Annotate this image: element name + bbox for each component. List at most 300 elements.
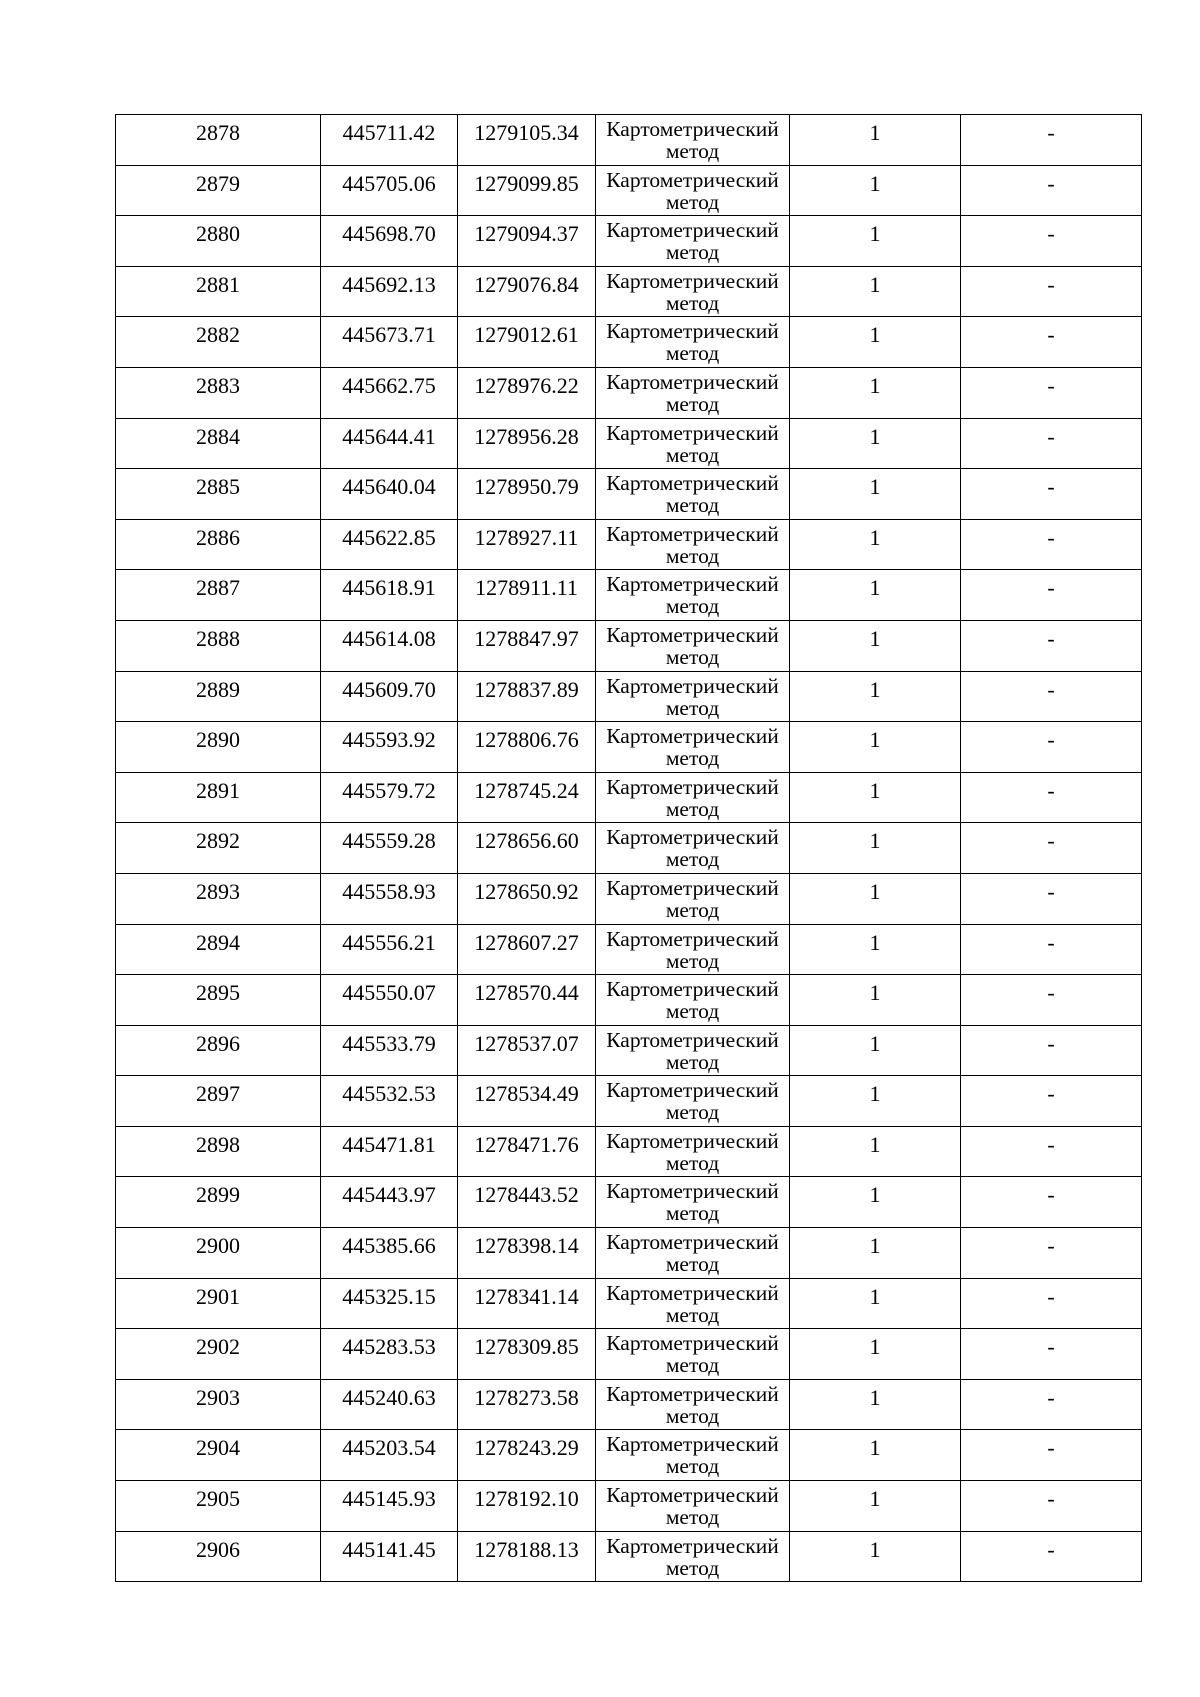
point-number-cell	[116, 1228, 321, 1279]
method-cell-text: Картометрический метод	[606, 622, 779, 669]
x-coordinate-cell-text: 445532.53	[342, 1081, 436, 1107]
table-row	[116, 216, 1142, 267]
y-coordinate-cell	[458, 823, 596, 874]
table-row	[116, 115, 1142, 166]
method-cell-text: Картометрический метод	[606, 369, 779, 416]
point-number-cell-text: 2904	[196, 1435, 240, 1461]
point-number-cell	[116, 671, 321, 722]
point-number-cell-text: 2894	[196, 929, 240, 955]
y-coordinate-cell	[458, 1076, 596, 1127]
x-coordinate-cell-text: 445609.70	[342, 676, 436, 702]
point-number-cell	[116, 519, 321, 570]
accuracy-cell	[790, 115, 961, 166]
x-coordinate-cell	[321, 1228, 458, 1279]
method-cell-text: Картометрический метод	[606, 572, 779, 619]
method-cell-text: Картометрический метод	[606, 471, 779, 518]
table-row	[116, 975, 1142, 1026]
method-cell-text: Картометрический метод	[606, 218, 779, 265]
method-cell-text: Картометрический метод	[606, 825, 779, 872]
x-coordinate-cell	[321, 1379, 458, 1430]
x-coordinate-cell-text: 445593.92	[342, 727, 436, 753]
note-cell	[961, 1278, 1142, 1329]
y-coordinate-cell	[458, 115, 596, 166]
table-row	[116, 570, 1142, 621]
method-cell	[596, 216, 790, 267]
table-row	[116, 418, 1142, 469]
accuracy-cell-text: 1	[869, 1435, 881, 1461]
note-cell	[961, 418, 1142, 469]
point-number-cell	[116, 1126, 321, 1177]
x-coordinate-cell	[321, 924, 458, 975]
method-cell	[596, 975, 790, 1026]
note-cell	[961, 216, 1142, 267]
method-cell-text: Картометрический метод	[606, 117, 779, 163]
accuracy-cell-text: 1	[869, 170, 881, 196]
x-coordinate-cell-text: 445443.97	[342, 1182, 436, 1208]
point-number-cell	[116, 1379, 321, 1430]
x-coordinate-cell-text: 445533.79	[342, 1030, 436, 1056]
method-cell	[596, 519, 790, 570]
y-coordinate-cell	[458, 1177, 596, 1228]
accuracy-cell-text: 1	[869, 980, 881, 1006]
x-coordinate-cell-text: 445614.08	[342, 625, 436, 651]
method-cell	[596, 469, 790, 520]
y-coordinate-cell	[458, 873, 596, 924]
y-coordinate-cell	[458, 165, 596, 216]
point-number-cell	[116, 620, 321, 671]
table-row	[116, 1126, 1142, 1177]
note-cell	[961, 1126, 1142, 1177]
note-cell-text: -	[1047, 120, 1055, 145]
point-number-cell	[116, 924, 321, 975]
x-coordinate-cell-text: 445673.71	[342, 322, 436, 348]
accuracy-cell-text: 1	[869, 1536, 881, 1562]
accuracy-cell-text: 1	[869, 777, 881, 803]
table-row	[116, 873, 1142, 924]
table-row	[116, 620, 1142, 671]
table-row	[116, 1278, 1142, 1329]
coordinates-table-body	[116, 115, 1142, 1582]
method-cell	[596, 1177, 790, 1228]
note-cell-text: -	[1047, 372, 1055, 398]
point-number-cell-text: 2896	[196, 1030, 240, 1056]
y-coordinate-cell-text: 1278656.60	[474, 828, 579, 854]
x-coordinate-cell	[321, 418, 458, 469]
point-number-cell-text: 2887	[196, 575, 240, 601]
note-cell-text: -	[1047, 1486, 1055, 1512]
y-coordinate-cell-text: 1278309.85	[474, 1334, 579, 1360]
note-cell-text: -	[1047, 1384, 1055, 1410]
y-coordinate-cell-text: 1279076.84	[474, 271, 579, 297]
accuracy-cell	[790, 1329, 961, 1380]
x-coordinate-cell	[321, 165, 458, 216]
point-number-cell-text: 2885	[196, 474, 240, 500]
method-cell-text: Картометрический метод	[606, 774, 779, 821]
accuracy-cell	[790, 924, 961, 975]
table-row	[116, 772, 1142, 823]
note-cell-text: -	[1047, 828, 1055, 854]
accuracy-cell	[790, 873, 961, 924]
point-number-cell	[116, 1329, 321, 1380]
point-number-cell	[116, 1025, 321, 1076]
note-cell	[961, 1025, 1142, 1076]
x-coordinate-cell-text: 445705.06	[342, 170, 436, 196]
method-cell	[596, 772, 790, 823]
point-number-cell-text: 2900	[196, 1233, 240, 1259]
point-number-cell	[116, 873, 321, 924]
x-coordinate-cell-text: 445145.93	[342, 1486, 436, 1512]
accuracy-cell	[790, 671, 961, 722]
accuracy-cell	[790, 165, 961, 216]
y-coordinate-cell-text: 1278570.44	[474, 980, 579, 1006]
x-coordinate-cell-text: 445558.93	[342, 878, 436, 904]
y-coordinate-cell-text: 1278443.52	[474, 1182, 579, 1208]
method-cell-text: Картометрический метод	[606, 420, 779, 467]
y-coordinate-cell-text: 1278927.11	[474, 524, 579, 550]
accuracy-cell-text: 1	[869, 625, 881, 651]
y-coordinate-cell-text: 1278243.29	[474, 1435, 579, 1461]
x-coordinate-cell	[321, 469, 458, 520]
table-row	[116, 1025, 1142, 1076]
accuracy-cell-text: 1	[869, 221, 881, 247]
x-coordinate-cell-text: 445640.04	[342, 474, 436, 500]
y-coordinate-cell	[458, 367, 596, 418]
note-cell-text: -	[1047, 423, 1055, 449]
note-cell-text: -	[1047, 980, 1055, 1006]
point-number-cell-text: 2901	[196, 1283, 240, 1309]
x-coordinate-cell-text: 445283.53	[342, 1334, 436, 1360]
y-coordinate-cell	[458, 772, 596, 823]
note-cell	[961, 975, 1142, 1026]
accuracy-cell-text: 1	[869, 271, 881, 297]
point-number-cell-text: 2890	[196, 727, 240, 753]
point-number-cell-text: 2895	[196, 980, 240, 1006]
x-coordinate-cell	[321, 216, 458, 267]
note-cell-text: -	[1047, 878, 1055, 904]
x-coordinate-cell	[321, 1430, 458, 1481]
x-coordinate-cell	[321, 873, 458, 924]
y-coordinate-cell-text: 1278398.14	[474, 1233, 579, 1259]
method-cell	[596, 1025, 790, 1076]
method-cell-text: Картометрический метод	[606, 977, 779, 1024]
point-number-cell-text: 2897	[196, 1081, 240, 1107]
method-cell	[596, 115, 790, 166]
table-row	[116, 266, 1142, 317]
y-coordinate-cell	[458, 1278, 596, 1329]
y-coordinate-cell	[458, 1329, 596, 1380]
y-coordinate-cell-text: 1279094.37	[474, 221, 579, 247]
x-coordinate-cell	[321, 1025, 458, 1076]
x-coordinate-cell-text: 445622.85	[342, 524, 436, 550]
accuracy-cell-text: 1	[869, 878, 881, 904]
x-coordinate-cell	[321, 823, 458, 874]
method-cell	[596, 873, 790, 924]
point-number-cell	[116, 1177, 321, 1228]
note-cell	[961, 469, 1142, 520]
note-cell	[961, 1430, 1142, 1481]
y-coordinate-cell	[458, 1228, 596, 1279]
y-coordinate-cell	[458, 216, 596, 267]
accuracy-cell-text: 1	[869, 828, 881, 854]
note-cell	[961, 722, 1142, 773]
table-row	[116, 519, 1142, 570]
note-cell	[961, 1177, 1142, 1228]
method-cell	[596, 1278, 790, 1329]
y-coordinate-cell-text: 1278976.22	[474, 372, 579, 398]
method-cell-text: Картометрический метод	[606, 1483, 779, 1530]
accuracy-cell-text: 1	[869, 372, 881, 398]
note-cell-text: -	[1047, 727, 1055, 753]
y-coordinate-cell-text: 1278607.27	[474, 929, 579, 955]
method-cell	[596, 367, 790, 418]
method-cell	[596, 570, 790, 621]
point-number-cell-text: 2883	[196, 372, 240, 398]
table-row	[116, 1481, 1142, 1532]
table-row	[116, 671, 1142, 722]
note-cell	[961, 165, 1142, 216]
y-coordinate-cell	[458, 1025, 596, 1076]
y-coordinate-cell	[458, 266, 596, 317]
method-cell	[596, 317, 790, 368]
accuracy-cell	[790, 418, 961, 469]
table-row	[116, 1430, 1142, 1481]
point-number-cell-text: 2893	[196, 878, 240, 904]
note-cell	[961, 823, 1142, 874]
y-coordinate-cell-text: 1278847.97	[474, 625, 579, 651]
method-cell-text: Картометрический метод	[606, 1533, 779, 1580]
note-cell	[961, 924, 1142, 975]
x-coordinate-cell	[321, 1481, 458, 1532]
y-coordinate-cell-text: 1278911.11	[475, 575, 578, 601]
x-coordinate-cell	[321, 367, 458, 418]
point-number-cell-text: 2882	[196, 322, 240, 348]
x-coordinate-cell-text: 445692.13	[342, 271, 436, 297]
table-row	[116, 469, 1142, 520]
accuracy-cell-text: 1	[869, 1233, 881, 1259]
y-coordinate-cell-text: 1278341.14	[474, 1283, 579, 1309]
y-coordinate-cell-text: 1278471.76	[474, 1131, 579, 1157]
table-row	[116, 1379, 1142, 1430]
x-coordinate-cell	[321, 620, 458, 671]
accuracy-cell	[790, 975, 961, 1026]
x-coordinate-cell	[321, 115, 458, 166]
x-coordinate-cell-text: 445662.75	[342, 372, 436, 398]
note-cell	[961, 317, 1142, 368]
method-cell	[596, 418, 790, 469]
y-coordinate-cell-text: 1278273.58	[474, 1384, 579, 1410]
point-number-cell	[116, 469, 321, 520]
y-coordinate-cell	[458, 519, 596, 570]
table-row	[116, 1177, 1142, 1228]
point-number-cell-text: 2881	[196, 271, 240, 297]
y-coordinate-cell	[458, 418, 596, 469]
accuracy-cell	[790, 772, 961, 823]
note-cell	[961, 1228, 1142, 1279]
accuracy-cell	[790, 1531, 961, 1582]
point-number-cell	[116, 772, 321, 823]
x-coordinate-cell	[321, 975, 458, 1026]
point-number-cell	[116, 115, 321, 166]
y-coordinate-cell	[458, 1379, 596, 1430]
y-coordinate-cell-text: 1278950.79	[474, 474, 579, 500]
accuracy-cell	[790, 216, 961, 267]
x-coordinate-cell-text: 445556.21	[342, 929, 436, 955]
note-cell-text: -	[1047, 170, 1055, 196]
method-cell	[596, 1076, 790, 1127]
y-coordinate-cell	[458, 469, 596, 520]
point-number-cell-text: 2903	[196, 1384, 240, 1410]
y-coordinate-cell	[458, 1126, 596, 1177]
method-cell	[596, 1329, 790, 1380]
note-cell-text: -	[1047, 221, 1055, 247]
accuracy-cell	[790, 1228, 961, 1279]
accuracy-cell-text: 1	[869, 929, 881, 955]
note-cell-text: -	[1047, 777, 1055, 803]
method-cell-text: Картометрический метод	[606, 319, 779, 366]
point-number-cell	[116, 317, 321, 368]
method-cell-text: Картометрический метод	[606, 875, 779, 922]
accuracy-cell-text: 1	[869, 120, 881, 145]
note-cell	[961, 772, 1142, 823]
y-coordinate-cell	[458, 975, 596, 1026]
table-row	[116, 1531, 1142, 1582]
note-cell	[961, 519, 1142, 570]
note-cell-text: -	[1047, 1081, 1055, 1107]
x-coordinate-cell-text: 445471.81	[342, 1131, 436, 1157]
accuracy-cell	[790, 519, 961, 570]
method-cell	[596, 1481, 790, 1532]
note-cell	[961, 266, 1142, 317]
accuracy-cell-text: 1	[869, 676, 881, 702]
method-cell-text: Картометрический метод	[606, 268, 779, 315]
accuracy-cell-text: 1	[869, 1131, 881, 1157]
y-coordinate-cell	[458, 317, 596, 368]
table-row	[116, 1228, 1142, 1279]
accuracy-cell-text: 1	[869, 524, 881, 550]
x-coordinate-cell	[321, 1278, 458, 1329]
note-cell-text: -	[1047, 1334, 1055, 1360]
note-cell	[961, 1329, 1142, 1380]
method-cell-text: Картометрический метод	[606, 724, 779, 771]
accuracy-cell-text: 1	[869, 727, 881, 753]
point-number-cell	[116, 165, 321, 216]
x-coordinate-cell	[321, 1177, 458, 1228]
table-row	[116, 1076, 1142, 1127]
point-number-cell-text: 2880	[196, 221, 240, 247]
note-cell-text: -	[1047, 1283, 1055, 1309]
accuracy-cell	[790, 469, 961, 520]
method-cell	[596, 1379, 790, 1430]
y-coordinate-cell-text: 1278192.10	[474, 1486, 579, 1512]
note-cell-text: -	[1047, 271, 1055, 297]
note-cell	[961, 367, 1142, 418]
point-number-cell	[116, 975, 321, 1026]
accuracy-cell-text: 1	[869, 1334, 881, 1360]
accuracy-cell	[790, 570, 961, 621]
y-coordinate-cell-text: 1278534.49	[474, 1081, 579, 1107]
point-number-cell-text: 2906	[196, 1536, 240, 1562]
note-cell	[961, 620, 1142, 671]
accuracy-cell	[790, 722, 961, 773]
x-coordinate-cell-text: 445559.28	[342, 828, 436, 854]
x-coordinate-cell	[321, 570, 458, 621]
accuracy-cell	[790, 1278, 961, 1329]
point-number-cell-text: 2891	[196, 777, 240, 803]
accuracy-cell-text: 1	[869, 1030, 881, 1056]
accuracy-cell	[790, 1126, 961, 1177]
note-cell-text: -	[1047, 1030, 1055, 1056]
y-coordinate-cell-text: 1278537.07	[474, 1030, 579, 1056]
point-number-cell	[116, 570, 321, 621]
y-coordinate-cell-text: 1278650.92	[474, 878, 579, 904]
note-cell-text: -	[1047, 625, 1055, 651]
method-cell	[596, 671, 790, 722]
point-number-cell	[116, 418, 321, 469]
point-number-cell-text: 2879	[196, 170, 240, 196]
point-number-cell-text: 2902	[196, 1334, 240, 1360]
x-coordinate-cell-text: 445141.45	[342, 1536, 436, 1562]
point-number-cell-text: 2884	[196, 423, 240, 449]
point-number-cell-text: 2899	[196, 1182, 240, 1208]
y-coordinate-cell-text: 1279012.61	[474, 322, 579, 348]
note-cell	[961, 671, 1142, 722]
point-number-cell-text: 2892	[196, 828, 240, 854]
point-number-cell	[116, 1430, 321, 1481]
y-coordinate-cell	[458, 924, 596, 975]
accuracy-cell-text: 1	[869, 1081, 881, 1107]
y-coordinate-cell	[458, 671, 596, 722]
y-coordinate-cell	[458, 1430, 596, 1481]
method-cell-text: Картометрический метод	[606, 1128, 779, 1175]
x-coordinate-cell	[321, 1531, 458, 1582]
note-cell-text: -	[1047, 929, 1055, 955]
method-cell-text: Картометрический метод	[606, 1027, 779, 1074]
note-cell-text: -	[1047, 1131, 1055, 1157]
note-cell-text: -	[1047, 474, 1055, 500]
table-row	[116, 317, 1142, 368]
point-number-cell-text: 2878	[196, 120, 240, 145]
table-row	[116, 367, 1142, 418]
point-number-cell-text: 2889	[196, 676, 240, 702]
point-number-cell-text: 2898	[196, 1131, 240, 1157]
point-number-cell	[116, 823, 321, 874]
note-cell-text: -	[1047, 1435, 1055, 1461]
y-coordinate-cell	[458, 1481, 596, 1532]
point-number-cell	[116, 1278, 321, 1329]
method-cell-text: Картометрический метод	[606, 1230, 779, 1277]
note-cell-text: -	[1047, 322, 1055, 348]
accuracy-cell	[790, 317, 961, 368]
x-coordinate-cell-text: 445385.66	[342, 1233, 436, 1259]
note-cell	[961, 873, 1142, 924]
y-coordinate-cell-text: 1279105.34	[474, 120, 579, 145]
x-coordinate-cell-text: 445240.63	[342, 1384, 436, 1410]
method-cell	[596, 1531, 790, 1582]
x-coordinate-cell-text: 445644.41	[342, 423, 436, 449]
method-cell-text: Картометрический метод	[606, 673, 779, 720]
method-cell-text: Картометрический метод	[606, 1432, 779, 1479]
method-cell	[596, 1430, 790, 1481]
accuracy-cell	[790, 266, 961, 317]
accuracy-cell-text: 1	[869, 575, 881, 601]
coordinates-table	[115, 114, 1142, 1582]
method-cell-text: Картометрический метод	[606, 1179, 779, 1226]
note-cell-text: -	[1047, 524, 1055, 550]
point-number-cell	[116, 1076, 321, 1127]
x-coordinate-cell-text: 445203.54	[342, 1435, 436, 1461]
point-number-cell-text: 2888	[196, 625, 240, 651]
point-number-cell	[116, 216, 321, 267]
